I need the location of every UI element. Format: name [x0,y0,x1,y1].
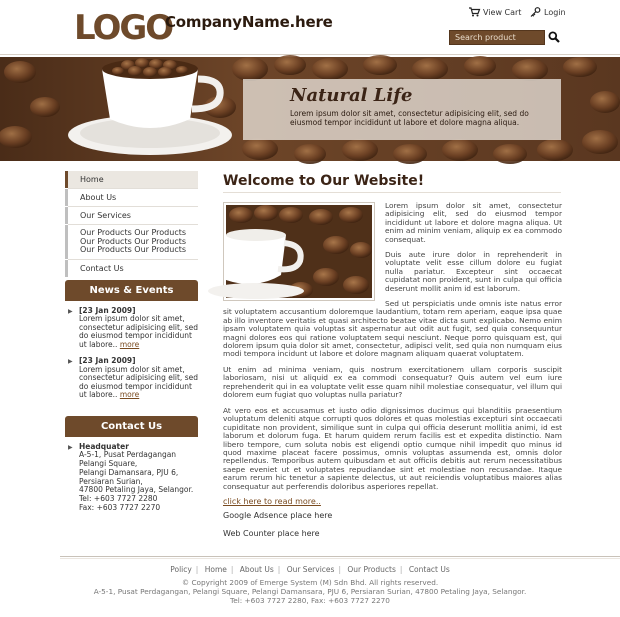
news-date: [23 Jan 2009] [79,356,136,365]
bullet-arrow-icon: ▶ [68,307,73,315]
contact-line: A-5-1, Pusat Perdagangan [79,450,177,460]
footer-separator: | [338,565,341,574]
banner-text: Lorem ipsum dolor sit amet, consectetur adipisicing elit, sed do eiusmod tempor incididunt ut labore et dolore magna aliqua. [290,109,529,127]
intro-paragraph-2: Duis aute irure dolor in reprehenderit in voluptate velit esse cillum dolore eu fugiat nulla pariatur. Excepteur sint occaecat cupidatat non proident, sunt in culpa qui officia deserunt mollit anim id est laborum. [385,250,562,293]
news-events-heading: News & Events [65,280,198,301]
web-counter-placeholder: Web Counter place here [223,529,320,538]
read-more-link[interactable]: click here to read more.. [223,497,321,506]
body-paragraph-5: At vero eos et accusamus et iusto odio dignissimos ducimus qui blanditiis praesentium voluptatum deleniti atque corrupti quos dolores et quas molestias excepturi sint occaecati cupiditate non provident, similique sunt in culpa qui officia deserunt mollitia animi, id est laborum et dolorum fuga. Et harum quidem rerum facilis est et expedita distinctio. Nam libero tempore, cum soluta nobis est eligendi optio cumque nihil impedit quo minus id quod maxime placeat facere possimus, omnis voluptas assumenda est, omnis dolor repellendus. Temporibus autem quibusdam et aut officiis debitis aut rerum necessitatibus saepe eveniet ut et voluptates repudiandae sint et molestiae non recusandae. Itaque earum rerum hic tenetur a sapiente delectus, ut aut reiciendis voluptatibus maiores alias consequatur aut perferendis doloribus asperiores repellat. [223,406,562,491]
contact-phone: Tel: +603 7727 2280 [79,494,158,504]
footer-separator: | [230,565,234,574]
contact-line: Pelangi Square, [79,459,138,469]
footer-copyright: © Copyright 2009 of Emerge System (M) Sdn Bhd. All rights reserved. [181,578,439,587]
news-more-link[interactable]: more [119,339,140,349]
sidebar-item-our-products[interactable] [65,225,198,259]
body-paragraph-4: Ut enim ad minima veniam, quis nostrum exercitationem ullam corporis suscipit laboriosam, nisi ut aliquid ex ea commodi consequatur? Quis autem vel eum iure reprehenderit qui in ea voluptate velit esse quam nihil molestiae consequatur, vel illum qui dolorem eum fugiat quo voluptas nulla pariatur? [223,365,562,400]
coffee-cup-image [226,205,372,298]
search-input[interactable] [449,30,545,45]
footer-phone: Tel: +603 7727 2280, Fax: +603 7727 2270 [230,596,390,605]
bullet-arrow-icon: ▶ [68,443,73,451]
search-icon[interactable] [548,31,560,43]
sidebar-item-label: Our Products Our Products [80,245,187,254]
adsense-placeholder: Google Adsence place here [223,511,333,520]
news-item [68,357,198,400]
contact-us-heading: Contact Us [65,416,198,437]
contact-line: 47800 Petaling Jaya, Selangor. [79,485,194,495]
sidebar-item-label: Our Products Our Products [80,236,187,246]
content-image [223,202,375,301]
footer-link-our-products[interactable]: Our Products [347,565,396,574]
sidebar-item-our-services[interactable]: Our Services [65,207,198,224]
contact-line: Pelangi Damansara, PJU 6, [79,467,179,477]
sidebar-item-about-us[interactable]: About Us [65,189,198,206]
footer-link-our-services[interactable]: Our Services [286,565,335,574]
footer-link-home[interactable]: Home [204,565,227,574]
news-list [65,301,198,400]
news-date: [23 Jan 2009] [79,305,136,315]
sidebar-item-home[interactable]: Home [65,171,198,188]
news-text: Lorem ipsum dolor sit amet, consectetur adipisicing elit, sed do eiusmod tempor incididunt ut labore.. [79,314,198,349]
search-placeholder: Search product [455,33,516,42]
banner-title: Natural Life [290,85,413,106]
footer-address: A-5-1, Pusat Perdagangan, Pelangi Square, Pelangi Damansara, PJU 6, Persiaran Surian, 47800 Petaling Jaya, Selangor. [93,587,527,596]
page-title: Welcome to Our Website! [223,173,425,189]
news-item [68,307,198,350]
contact-address [68,443,198,513]
footer-link-contact-us[interactable]: Contact Us [408,565,450,574]
footer-link-policy[interactable]: Policy [170,565,192,574]
sidebar-item-contact-us[interactable]: Contact Us [65,260,198,277]
footer-separator: | [399,565,403,574]
footer-divider [60,556,620,557]
footer-separator: | [195,565,199,574]
news-more-link[interactable]: more [119,390,140,399]
footer-nav [0,565,620,574]
logo-text: LOGO [74,8,173,48]
view-cart-label: View Cart [483,7,522,17]
contact-heading: Headquater [79,441,129,451]
footer-link-about-us[interactable]: About Us [239,565,274,574]
intro-paragraph-1: Lorem ipsum dolor sit amet, consectetur adipisicing elit, sed do eiusmod tempor incididunt ut labore et dolore magna aliqua. Ut enim ad minim veniam, aliquip ex ea commodo consequat. [385,201,562,244]
login-link[interactable] [530,7,566,17]
contact-fax: Fax: +603 7727 2270 [79,503,161,513]
header-divider [0,54,620,55]
key-icon [530,7,541,17]
cart-icon [469,7,480,17]
title-divider [223,192,561,193]
contact-block [65,437,198,513]
sidebar-item-label: Our Products Our Products [80,228,187,237]
news-text: Lorem ipsum dolor sit amet, consectetur adipisicing elit, sed do eiusmod tempor incididunt ut labore.. [79,364,198,399]
logo[interactable] [74,8,173,48]
footer-separator: | [277,565,281,574]
contact-line: Persiaran Surian, [79,476,143,486]
footer-divider [60,558,620,559]
sidebar [65,171,198,513]
login-label: Login [544,7,566,17]
company-name: CompanyName.here [165,13,333,31]
bullet-arrow-icon: ▶ [68,358,73,365]
view-cart-link[interactable] [469,7,521,17]
body-paragraph-3: Sed ut perspiciatis unde omnis iste natus error sit voluptatem accusantium doloremque laudantium, totam rem aperiam, eaque ipsa quae ab illo inventore veritatis et quasi architecto beatae vitae dicta sunt explicabo. Nemo enim ipsam voluptatem quia voluptas sit aspernatur aut odit aut fugit, sed quia consequuntur magni dolores eos qui ratione voluptatem sequi nesciunt. Neque porro quisquam est, qui dolorem ipsum quia dolor sit amet, consectetur, adipisci velit, sed quia non numquam eius modi tempora incidunt ut labore et dolore magnam aliquam quaerat voluptatem. [223,299,562,359]
